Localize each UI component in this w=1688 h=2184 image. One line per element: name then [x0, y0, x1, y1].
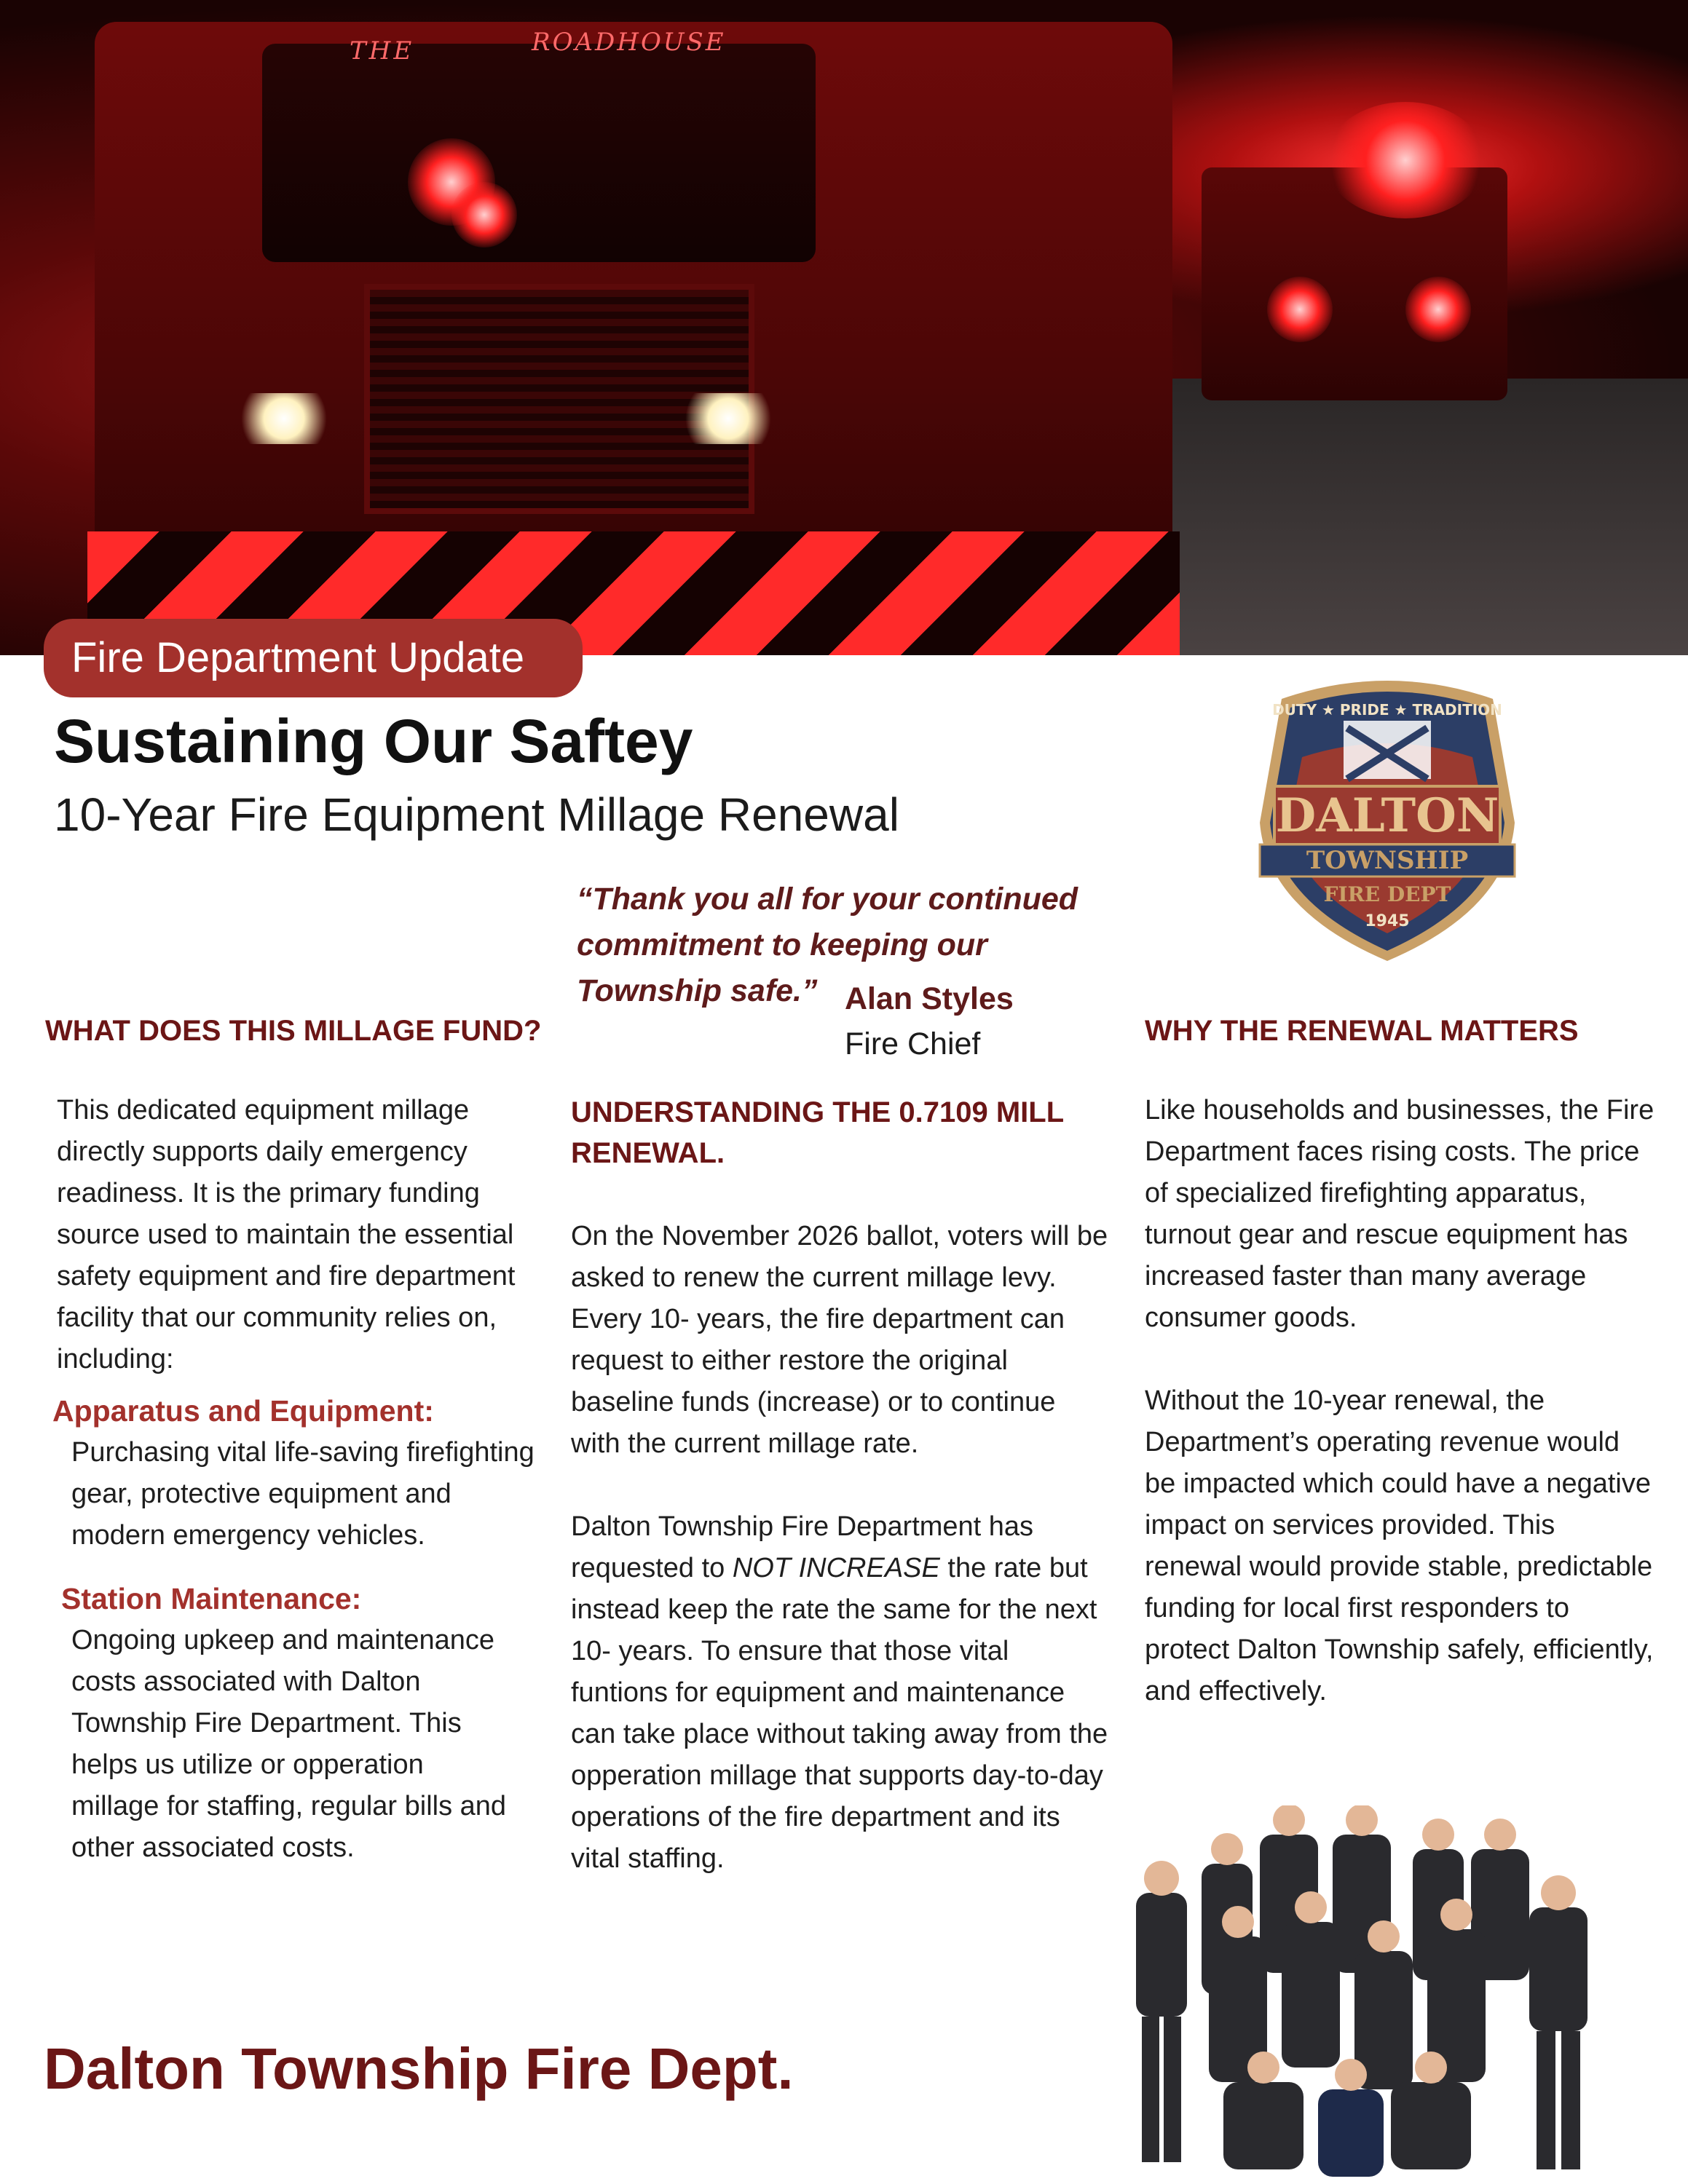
footer-department-name: Dalton Township Fire Dept. [44, 2036, 794, 2101]
headlight-left [233, 393, 335, 444]
item-apparatus-title: Apparatus and Equipment: [52, 1394, 434, 1428]
middle-paragraph-1: On the November 2026 ballot, voters will be asked to renew the current millage levy. Every 10- years, the fire department can request to either restore the original baseline funds (increase) or to continue with the current millage rate. [571, 1221, 1108, 1459]
truck-lettering: ROADHOUSE [532, 28, 726, 57]
logo-motto: DUTY ★ PRIDE ★ TRADITION [1272, 701, 1502, 719]
emphasis-not-increase: NOT INCREASE [732, 1553, 940, 1583]
logo-year: 1945 [1365, 912, 1410, 930]
page-subtitle: 10-Year Fire Equipment Millage Renewal [54, 788, 899, 841]
right-paragraph-1: Like households and businesses, the Fire Department faces rising costs. The price of specialized firefighting apparatus, turnout gear and rescue equipment has increased faster than many average consumer goods. [1145, 1095, 1655, 1333]
text-segment: the rate but instead keep the rate the same for the next 10- years. To ensure that those vital funtions for equipment and maintenance can take place without taking away from the opperation millage that supports day-to-day operations of the fire department and its vital staffing. [571, 1553, 1108, 1874]
quote-author-role: Fire Chief [845, 1026, 981, 1061]
page-title: Sustaining Our Saftey [54, 707, 693, 775]
item-apparatus-text: Purchasing vital life-saving firefighting gear, protective equipment and modern emergency vehicles. [71, 1437, 535, 1551]
tail-light [1267, 277, 1333, 342]
chief-quote: “Thank you all for your continued commitment to keeping our Township safe.” [577, 882, 1078, 1008]
dalton-fire-logo [1245, 670, 1529, 968]
left-intro: This dedicated equipment millage directly supports daily emergency readiness. It is the primary funding source used to maintain the essential safety equipment and fire department facility that our community relies on, including: [57, 1095, 516, 1374]
tail-light [1405, 277, 1471, 342]
item-station-text: Ongoing upkeep and maintenance costs associated with Dalton Township Fire Department. This helps us utilize or opperation millage for staffing, regular bills and other associated costs. [71, 1625, 507, 1863]
text-segment: Dalton Township Fire Department has requested to [571, 1511, 1034, 1583]
logo-township: TOWNSHIP [1306, 846, 1469, 875]
headlight-right [677, 393, 779, 444]
left-column [52, 1090, 552, 1869]
middle-paragraph-2 [571, 1506, 1110, 1880]
heading-why-renewal-matters: WHY THE RENEWAL MATTERS [1145, 1015, 1579, 1047]
team-photo-firefighters [1121, 1805, 1617, 2184]
item-station-title: Station Maintenance: [61, 1582, 362, 1615]
warning-light [1325, 102, 1486, 218]
heading-what-does-millage-fund: WHAT DOES THIS MILLAGE FUND? [45, 1015, 542, 1047]
middle-column [571, 1216, 1110, 1921]
warning-light [451, 182, 517, 248]
heading-understanding-mill-renewal: UNDERSTANDING THE 0.7109 MILL RENEWAL. [571, 1096, 1064, 1169]
section-badge: Fire Department Update [44, 619, 583, 697]
logo-name: DALTON [1275, 788, 1499, 843]
logo-dept: FIRE DEPT [1323, 882, 1451, 906]
hero-photo-fire-trucks [0, 0, 1688, 655]
truck-lettering: THE [350, 36, 415, 66]
right-column [1145, 1090, 1655, 1754]
right-paragraph-2: Without the 10-year renewal, the Department’s operating revenue would be impacted which could have a negative impact on services provided. This renewal would provide stable, predictable funding for local first responders to protect Dalton Township safely, efficiently, and effectively. [1145, 1385, 1654, 1706]
truck-windshield [262, 44, 816, 262]
quote-author-name: Alan Styles [845, 981, 1014, 1016]
